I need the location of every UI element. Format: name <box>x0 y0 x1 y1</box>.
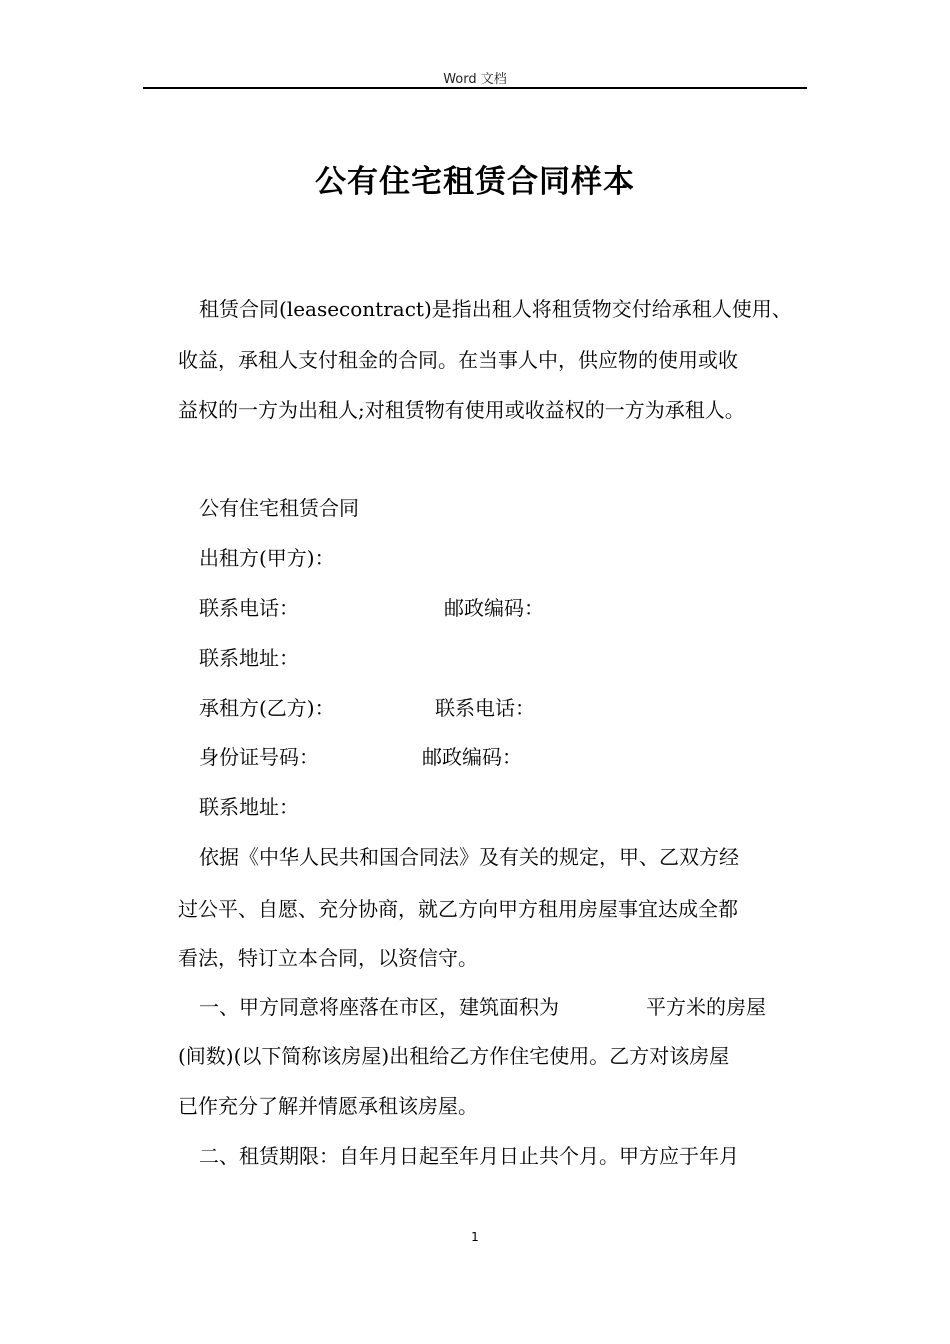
lessor-phone-label: 联系电话： <box>199 596 299 620</box>
intro-line-2: 收益，承租人支付租金的合同。在当事人中，供应物的使用或收 <box>178 348 738 372</box>
lessee-label: 承租方(乙方)： <box>199 696 335 720</box>
clause1-line-1a: 一、甲方同意将座落在市区，建筑面积为 <box>199 995 559 1019</box>
basis-line-3: 看法，特订立本合同，以资信守。 <box>178 946 478 970</box>
contract-heading: 公有住宅租赁合同 <box>199 496 359 520</box>
lessor-postcode-label: 邮政编码： <box>444 596 544 620</box>
lessee-address-label: 联系地址： <box>199 795 299 819</box>
intro-line-3: 益权的一方为出租人;对租赁物有使用或收益权的一方为承租人。 <box>178 398 745 422</box>
clause1-line-1b: 平方米的房屋 <box>646 995 766 1019</box>
page-number: 1 <box>471 1230 479 1244</box>
id-number-label: 身份证号码： <box>199 745 319 769</box>
lessee-postcode-label: 邮政编码： <box>422 745 522 769</box>
lessor-label: 出租方(甲方)： <box>199 546 335 570</box>
header-rule <box>143 87 807 89</box>
lessor-address-label: 联系地址： <box>199 646 299 670</box>
lessee-phone-label: 联系电话： <box>435 696 535 720</box>
document-title: 公有住宅租赁合同样本 <box>315 164 635 200</box>
basis-line-2: 过公平、自愿、充分协商，就乙方向甲方租用房屋事宜达成全都 <box>178 897 738 921</box>
intro-line-1: 租赁合同(leasecontract)是指出租人将租赁物交付给承租人使用、 <box>199 297 792 321</box>
clause1-line-3: 已作充分了解并情愿承租该房屋。 <box>178 1094 478 1118</box>
clause2-line-1: 二、租赁期限：自年月日起至年月日止共个月。甲方应于年月 <box>199 1144 739 1168</box>
basis-line-1: 依据《中华人民共和国合同法》及有关的规定，甲、乙双方经 <box>199 845 739 869</box>
header-label: Word 文档 <box>443 72 507 87</box>
clause1-line-2: (间数)(以下简称该房屋)出租给乙方作住宅使用。乙方对该房屋 <box>178 1044 730 1068</box>
